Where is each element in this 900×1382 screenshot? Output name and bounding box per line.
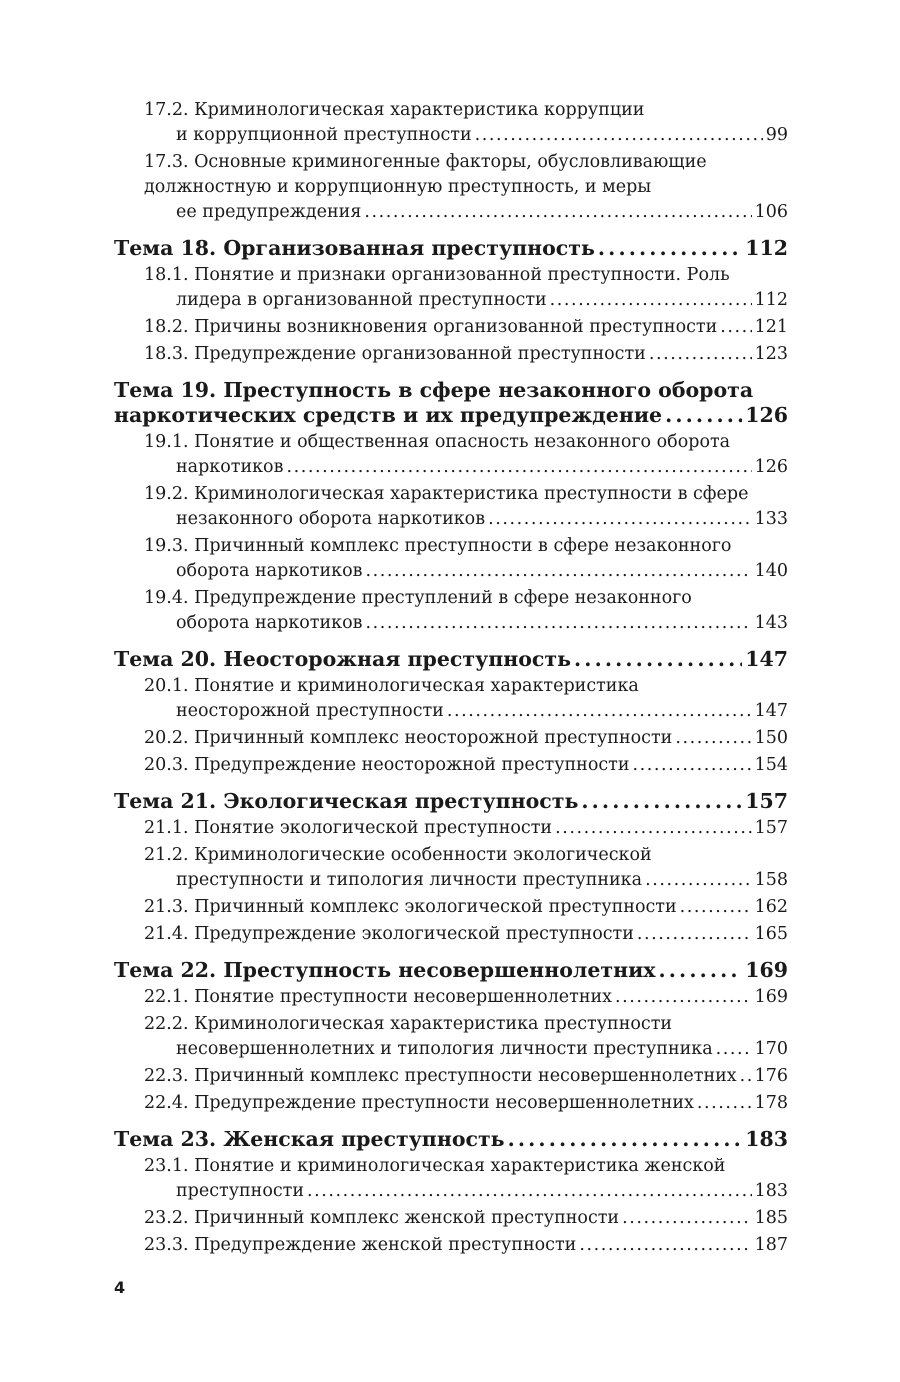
dot-leader: [365, 611, 751, 636]
page-number: 4: [114, 1278, 126, 1297]
dot-leader: [720, 315, 751, 340]
subsection-title-label: 18.3. Предупреждение организованной преступности: [144, 344, 646, 364]
subsection-title-line: 19.2. Криминологическая характеристика преступности в сфере: [144, 484, 749, 504]
dot-leader: [740, 1064, 752, 1089]
dot-leader: [598, 236, 742, 261]
toc-subsection[interactable]: [114, 534, 788, 584]
toc-topic: [114, 98, 788, 225]
topic-page-number: 147: [745, 647, 788, 671]
dot-leader: [488, 507, 752, 532]
subsection-page-number: 133: [754, 509, 788, 529]
toc-subsection[interactable]: [114, 315, 788, 340]
toc-subsection[interactable]: [114, 1091, 788, 1116]
subsection-page-number: 150: [754, 728, 788, 748]
topic-title-label: Тема 21. Экологическая преступность: [114, 789, 579, 813]
dot-leader: [475, 123, 763, 148]
toc-subsection[interactable]: [114, 98, 788, 148]
subsection-title-line: 21.2. Криминологические особенности экологической: [144, 845, 652, 865]
subsection-title-line: 22.2. Криминологическая характеристика преступности: [144, 1014, 673, 1034]
subsection-title-label: 21.3. Причинный комплекс экологической преступности: [144, 897, 677, 917]
subsection-title-label: 20.2. Причинный комплекс неосторожной преступности: [144, 728, 673, 748]
subsection-page-number: 123: [754, 344, 788, 364]
subsection-page-number: 140: [754, 561, 788, 581]
subsection-page-number: 99: [765, 125, 788, 145]
toc-topic: [114, 236, 788, 367]
dot-leader: [364, 200, 751, 225]
topic-page-number: 157: [745, 789, 788, 813]
toc-subsection[interactable]: [114, 1012, 788, 1062]
toc-subsection[interactable]: [114, 1233, 788, 1258]
dot-leader: [649, 342, 752, 367]
dot-leader: [622, 1206, 752, 1231]
topic-title[interactable]: [114, 647, 788, 672]
subsection-title-label: несовершеннолетних и типология личности преступника: [176, 1039, 713, 1059]
topic-title[interactable]: [114, 378, 788, 428]
dot-leader: [659, 958, 743, 983]
dot-leader: [633, 753, 752, 778]
topic-title-label: Тема 22. Преступность несовершеннолетних: [114, 958, 656, 982]
subsection-title-label: и коррупционной преступности: [176, 125, 472, 145]
topic-page-number: 126: [745, 403, 788, 427]
dot-leader: [680, 895, 752, 920]
subsection-title-label: незаконного оборота наркотиков: [176, 509, 486, 529]
topic-title[interactable]: [114, 236, 788, 261]
subsection-title-line: 20.1. Понятие и криминологическая характеристика: [144, 676, 639, 696]
subsection-title-label: 23.3. Предупреждение женской преступности: [144, 1235, 577, 1255]
toc-topic: [114, 958, 788, 1116]
toc-subsection[interactable]: [114, 586, 788, 636]
dot-leader: [581, 789, 742, 814]
topic-title[interactable]: [114, 789, 788, 814]
table-of-contents: [114, 98, 788, 1260]
subsection-title-line: 19.1. Понятие и общественная опасность незаконного оборота: [144, 432, 731, 452]
dot-leader: [447, 699, 752, 724]
subsection-title-label: 22.3. Причинный комплекс преступности несовершеннолетних: [144, 1066, 737, 1086]
subsection-title-label: 22.4. Предупреждение преступности несовершеннолетних: [144, 1093, 694, 1113]
dot-leader: [365, 559, 751, 584]
subsection-page-number: 176: [754, 1066, 788, 1086]
subsection-title-label: 21.4. Предупреждение экологической преступности: [144, 924, 634, 944]
toc-subsection[interactable]: [114, 674, 788, 724]
topic-title[interactable]: [114, 1127, 788, 1152]
topic-title-label: наркотических средств и их предупреждение: [114, 403, 663, 427]
toc-subsection[interactable]: [114, 726, 788, 751]
subsection-title-label: лидера в организованной преступности: [176, 290, 547, 310]
toc-subsection[interactable]: [114, 843, 788, 893]
topic-title-label: Тема 20. Неосторожная преступность: [114, 647, 572, 671]
subsection-title-label: 21.1. Понятие экологической преступности: [144, 818, 553, 838]
toc-subsection[interactable]: [114, 150, 788, 225]
subsection-title-line: 17.3. Основные криминогенные факторы, обусловливающие: [144, 152, 707, 172]
toc-subsection[interactable]: [114, 816, 788, 841]
dot-leader: [675, 726, 751, 751]
toc-subsection[interactable]: [114, 263, 788, 313]
subsection-title-line: должностную и коррупционную преступность, и меры: [144, 177, 652, 197]
subsection-page-number: 154: [754, 755, 788, 775]
topic-page-number: 183: [745, 1127, 788, 1151]
dot-leader: [697, 1091, 752, 1116]
subsection-title-line: 17.2. Криминологическая характеристика коррупции: [144, 100, 645, 120]
subsection-title-label: неосторожной преступности: [176, 701, 444, 721]
dot-leader: [637, 922, 752, 947]
subsection-title-label: оборота наркотиков: [176, 561, 363, 581]
subsection-title-label: 20.3. Предупреждение неосторожной преступности: [144, 755, 630, 775]
toc-subsection[interactable]: [114, 482, 788, 532]
toc-subsection[interactable]: [114, 753, 788, 778]
subsection-page-number: 170: [754, 1039, 788, 1059]
subsection-title-label: 22.1. Понятие преступности несовершеннолетних: [144, 987, 613, 1007]
topic-title[interactable]: [114, 958, 788, 983]
dot-leader: [574, 647, 742, 672]
dot-leader: [307, 1179, 752, 1204]
subsection-page-number: 147: [754, 701, 788, 721]
dot-leader: [286, 455, 751, 480]
subsection-page-number: 183: [754, 1181, 788, 1201]
topic-page-number: 112: [745, 236, 788, 260]
subsection-page-number: 143: [754, 613, 788, 633]
toc-subsection[interactable]: [114, 985, 788, 1010]
subsection-page-number: 157: [754, 818, 788, 838]
subsection-title-line: 18.1. Понятие и признаки организованной преступности. Роль: [144, 265, 730, 285]
toc-topic: [114, 647, 788, 778]
dot-leader: [615, 985, 752, 1010]
subsection-page-number: 178: [754, 1093, 788, 1113]
subsection-title-label: ее предупреждения: [176, 202, 362, 222]
toc-topic: [114, 378, 788, 636]
dot-leader: [550, 288, 752, 313]
dot-leader: [579, 1233, 751, 1258]
subsection-page-number: 169: [754, 987, 788, 1007]
subsection-page-number: 185: [754, 1208, 788, 1228]
toc-subsection[interactable]: [114, 895, 788, 920]
subsection-title-line: 23.1. Понятие и криминологическая характеристика женской: [144, 1156, 726, 1176]
subsection-title-label: оборота наркотиков: [176, 613, 363, 633]
toc-subsection[interactable]: [114, 430, 788, 480]
subsection-title-line: 19.4. Предупреждение преступлений в сфере незаконного: [144, 588, 692, 608]
topic-title-label: Тема 23. Женская преступность: [114, 1127, 505, 1151]
toc-subsection[interactable]: [114, 922, 788, 947]
subsection-page-number: 158: [754, 870, 788, 890]
subsection-page-number: 187: [754, 1235, 788, 1255]
subsection-page-number: 112: [754, 290, 788, 310]
subsection-page-number: 121: [754, 317, 788, 337]
dot-leader: [645, 868, 752, 893]
subsection-title-label: преступности и типология личности преступника: [176, 870, 643, 890]
subsection-title-line: 19.3. Причинный комплекс преступности в сфере незаконного: [144, 536, 732, 556]
subsection-page-number: 126: [754, 457, 788, 477]
dot-leader: [716, 1037, 752, 1062]
subsection-page-number: 165: [754, 924, 788, 944]
subsection-title-label: преступности: [176, 1181, 305, 1201]
toc-topic: [114, 789, 788, 947]
subsection-title-label: наркотиков: [176, 457, 284, 477]
toc-subsection[interactable]: [114, 1206, 788, 1231]
dot-leader: [555, 816, 752, 841]
subsection-page-number: 162: [754, 897, 788, 917]
topic-title-line: Тема 19. Преступность в сфере незаконного оборота: [114, 378, 754, 402]
dot-leader: [665, 403, 742, 428]
toc-topic: [114, 1127, 788, 1258]
subsection-page-number: 106: [754, 202, 788, 222]
topic-page-number: 169: [745, 958, 788, 982]
subsection-title-label: 23.2. Причинный комплекс женской преступности: [144, 1208, 620, 1228]
topic-title-label: Тема 18. Организованная преступность: [114, 236, 595, 260]
subsection-title-label: 18.2. Причины возникновения организованной преступности: [144, 317, 718, 337]
toc-subsection[interactable]: [114, 342, 788, 367]
toc-subsection[interactable]: [114, 1064, 788, 1089]
toc-subsection[interactable]: [114, 1154, 788, 1204]
dot-leader: [508, 1127, 743, 1152]
